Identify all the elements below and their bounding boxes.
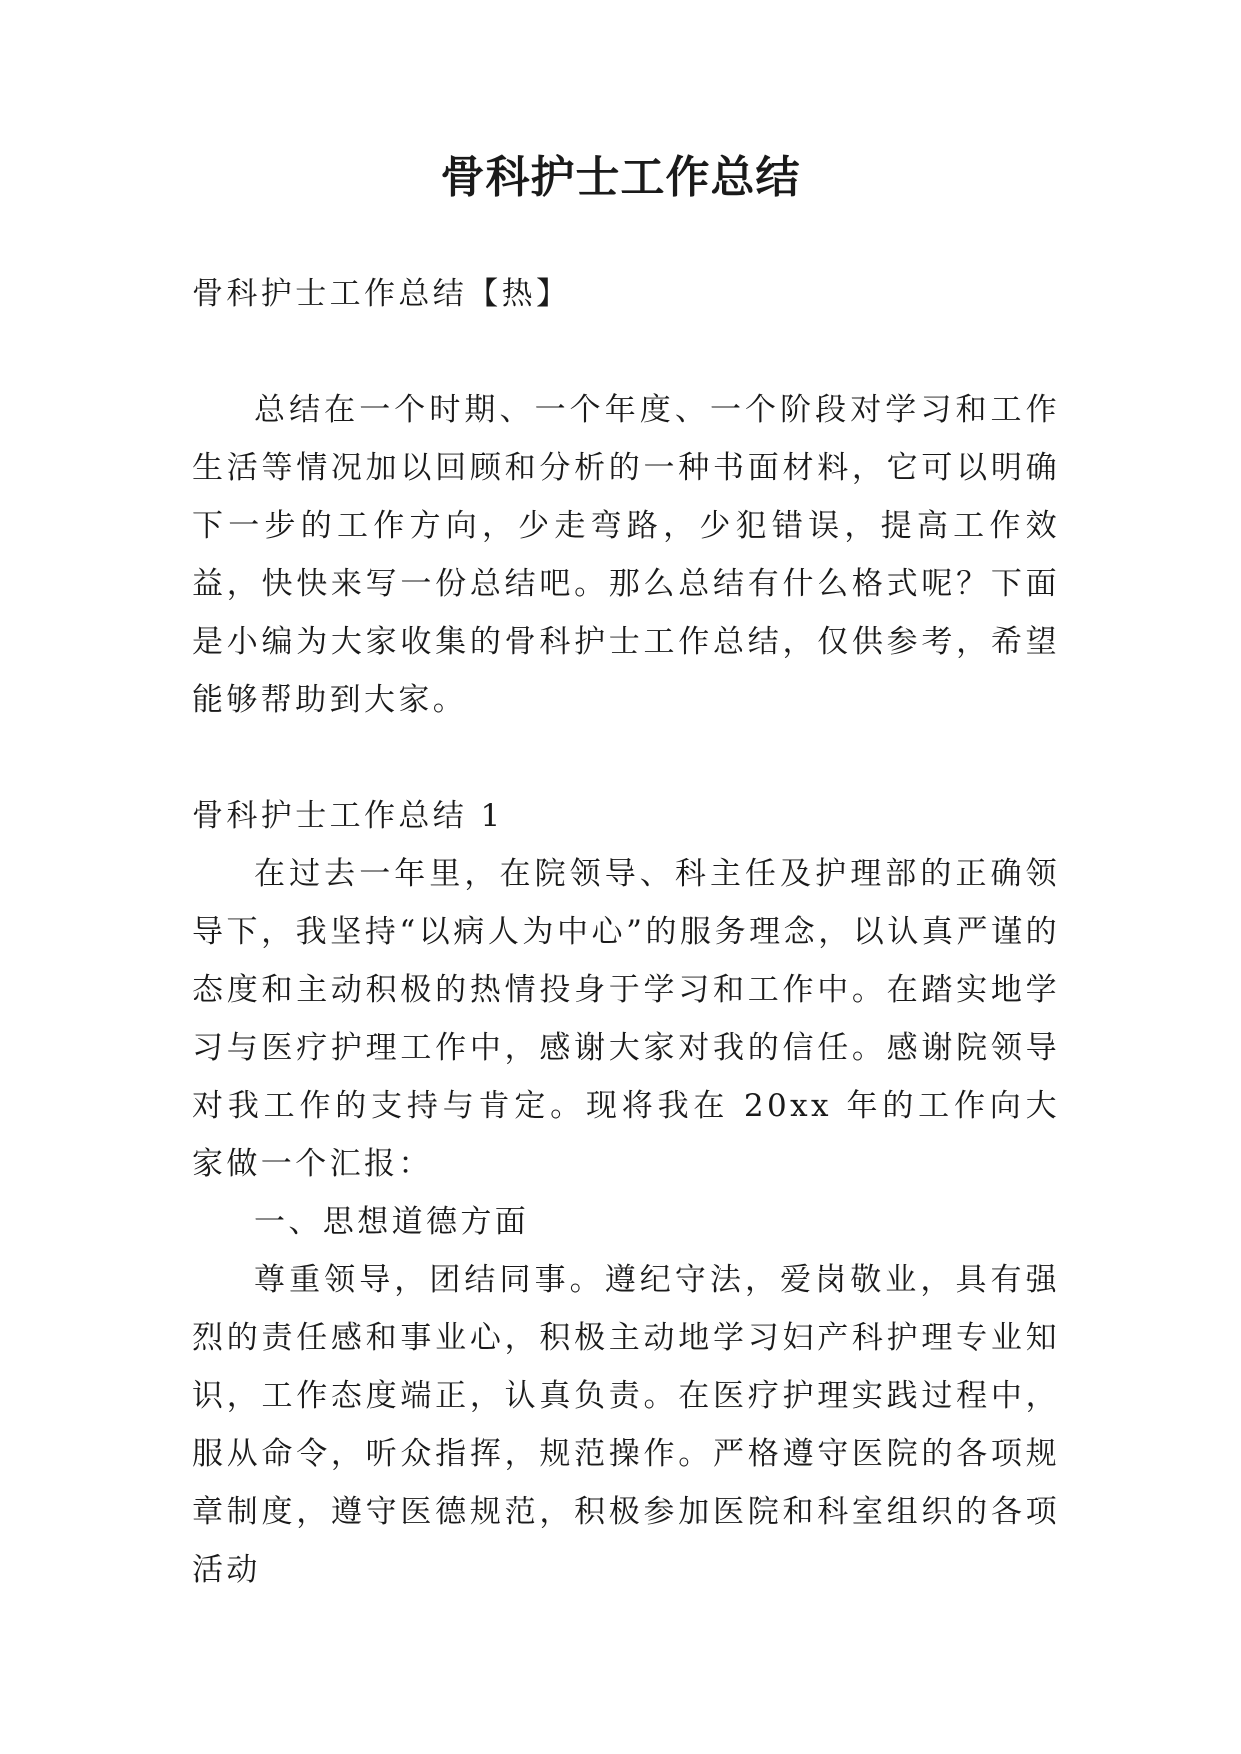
section-heading: 骨科护士工作总结 1 (192, 798, 504, 834)
intro-paragraph: 总结在一个时期、一个年度、一个阶段对学习和工作生活等情况加以回顾和分析的一种书面材料，它可以明确下一步的工作方向，少走弯路，少犯错误，提高工作效益，快快来写一份总结吧。那么总结有什么格式呢？下面是小编为大家收集的骨科护士工作总结，仅供参考，希望能够帮助到大家。 (192, 392, 1060, 718)
section-subheading: 一、思想道德方面 (254, 1204, 530, 1240)
document-body (192, 265, 1060, 1599)
section-paragraph: 在过去一年里，在院领导、科主任及护理部的正确领导下，我坚持“以病人为中心”的服务理念，以认真严谨的态度和主动积极的热情投身于学习和工作中。在踏实地学习与医疗护理工作中，感谢大家对我的信任。感谢院领导对我工作的支持与肯定。现将我在 20xx 年的工作向大家做一个汇报： (192, 856, 1060, 1182)
section-paragraph: 尊重领导，团结同事。遵纪守法，爱岗敬业，具有强烈的责任感和事业心，积极主动地学习妇产科护理专业知识，工作态度端正，认真负责。在医疗护理实践过程中，服从命令，听众指挥，规范操作。严格遵守医院的各项规章制度，遵守医德规范，积极参加医院和科室组织的各项活动 (192, 1262, 1060, 1588)
spacer (192, 729, 1060, 787)
document-subtitle: 骨科护士工作总结【热】 (192, 276, 571, 312)
spacer (192, 323, 1060, 381)
document-title: 骨科护士工作总结 (440, 152, 801, 203)
